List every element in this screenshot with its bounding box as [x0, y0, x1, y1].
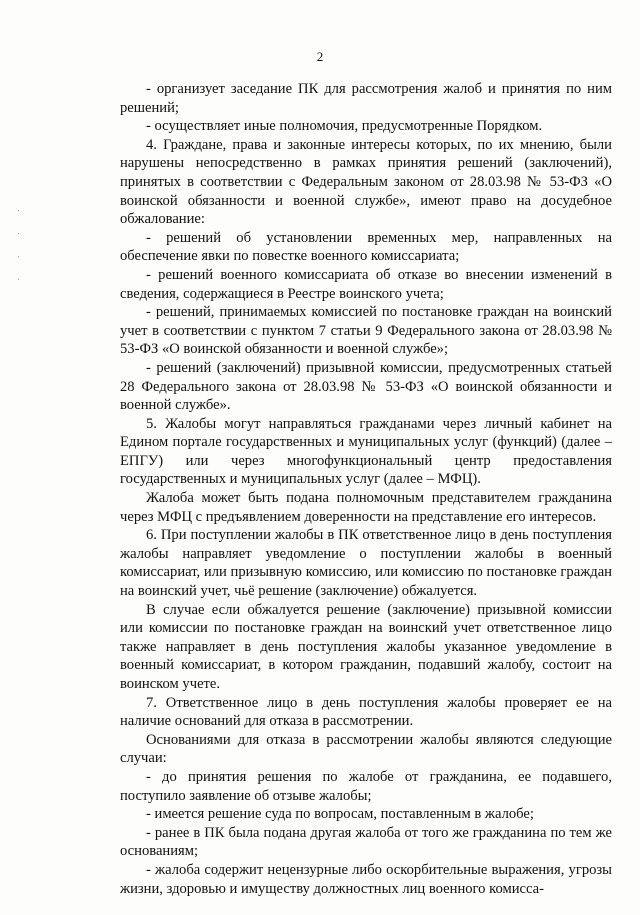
paragraph-draft-appeal-notice: В случае если обжалуется решение (заключение) призывной комиссии или комиссии по постановке граждан на воинский учет ответственное лицо также направляет в день поступления жалобы указанное уведомление в военный комиссариат, в котором гражданин, подавший жалобу, состоит на воинском учете. [120, 601, 612, 692]
document-body [120, 80, 612, 898]
paragraph-draft-commission: - решений (заключений) призывной комиссии, предусмотренных статьей 28 Федерального закона от 28.03.98 № 53-ФЗ «О воинской обязанности и военной службе». [120, 359, 612, 414]
page-number: 2 [316, 49, 324, 64]
paragraph-registry-refusal: - решений военного комиссариата об отказе во внесении изменений в сведения, содержащиеся в Реестре воинского учета; [120, 266, 612, 302]
paragraph-5: 5. Жалобы могут направляться гражданами через личный кабинет на Едином портале государственных и муниципальных услуг (функций) (далее – ЕПГУ) или через многофункциональный центр предоставления государственных и муниципальных услуг (далее – МФЦ). [120, 415, 612, 488]
paragraph-other-powers: - осуществляет иные полномочия, предусмотренные Порядком. [146, 118, 543, 135]
paragraph-7: 7. Ответственное лицо в день поступления жалобы проверяет ее на наличие оснований для отказа в рассмотрении. [120, 694, 612, 730]
paragraph-temporary-measures: - решений об установлении временных мер, направленных на обеспечение явки по повестке военного комиссариата; [120, 229, 612, 265]
margin-marks [18, 210, 20, 330]
paragraph-offensive: - жалоба содержит нецензурные либо оскорбительные выражения, угрозы жизни, здоровью и имуществу должностных лиц военного комисса- [120, 861, 612, 897]
paragraph-duplicate: - ранее в ПК была подана другая жалоба от того же гражданина по тем же основаниям; [120, 824, 612, 860]
paragraph-refusal-grounds: Основаниями для отказа в рассмотрении жалобы являются следующие случаи: [120, 731, 612, 767]
paragraph-representative: Жалоба может быть подана полномочным представителем гражданина через МФЦ с предъявлением доверенности на представление его интересов. [120, 490, 612, 525]
paragraph-court-decision: - имеется решение суда по вопросам, поставленным в жалобе; [146, 806, 534, 823]
paragraph-4: 4. Граждане, права и законные интересы которых, по их мнению, были нарушены непосредственно в рамках принятия решений (заключений), принятых в соответствии с Федеральным законом от 28.03.98 № 53-ФЗ «О воинской обязанности и военной службе», имеют право на досудебное обжалование: [120, 136, 612, 228]
paragraph-registration-commission: - решений, принимаемых комиссией по постановке граждан на воинский учет в соответствии с пунктом 7 статьи 9 Федерального закона от 28.03.98 № 53-ФЗ «О воинской обязанности и военной службе»; [120, 304, 612, 358]
paragraph-organize-meeting: - организует заседание ПК для рассмотрения жалоб и принятия по ним решений; [120, 81, 612, 116]
paragraph-6: 6. При поступлении жалобы в ПК ответственное лицо в день поступления жалобы направляет уведомление о поступлении жалобы в военный комиссариат, или призывную комиссию, или комиссию по постановке граждан на воинский учет, чьё решение (заключение) обжалуется. [120, 527, 612, 600]
paragraph-withdrawal: - до принятия решения по жалобе от гражданина, ее подавшего, поступило заявление об отзыве жалобы; [120, 768, 612, 804]
